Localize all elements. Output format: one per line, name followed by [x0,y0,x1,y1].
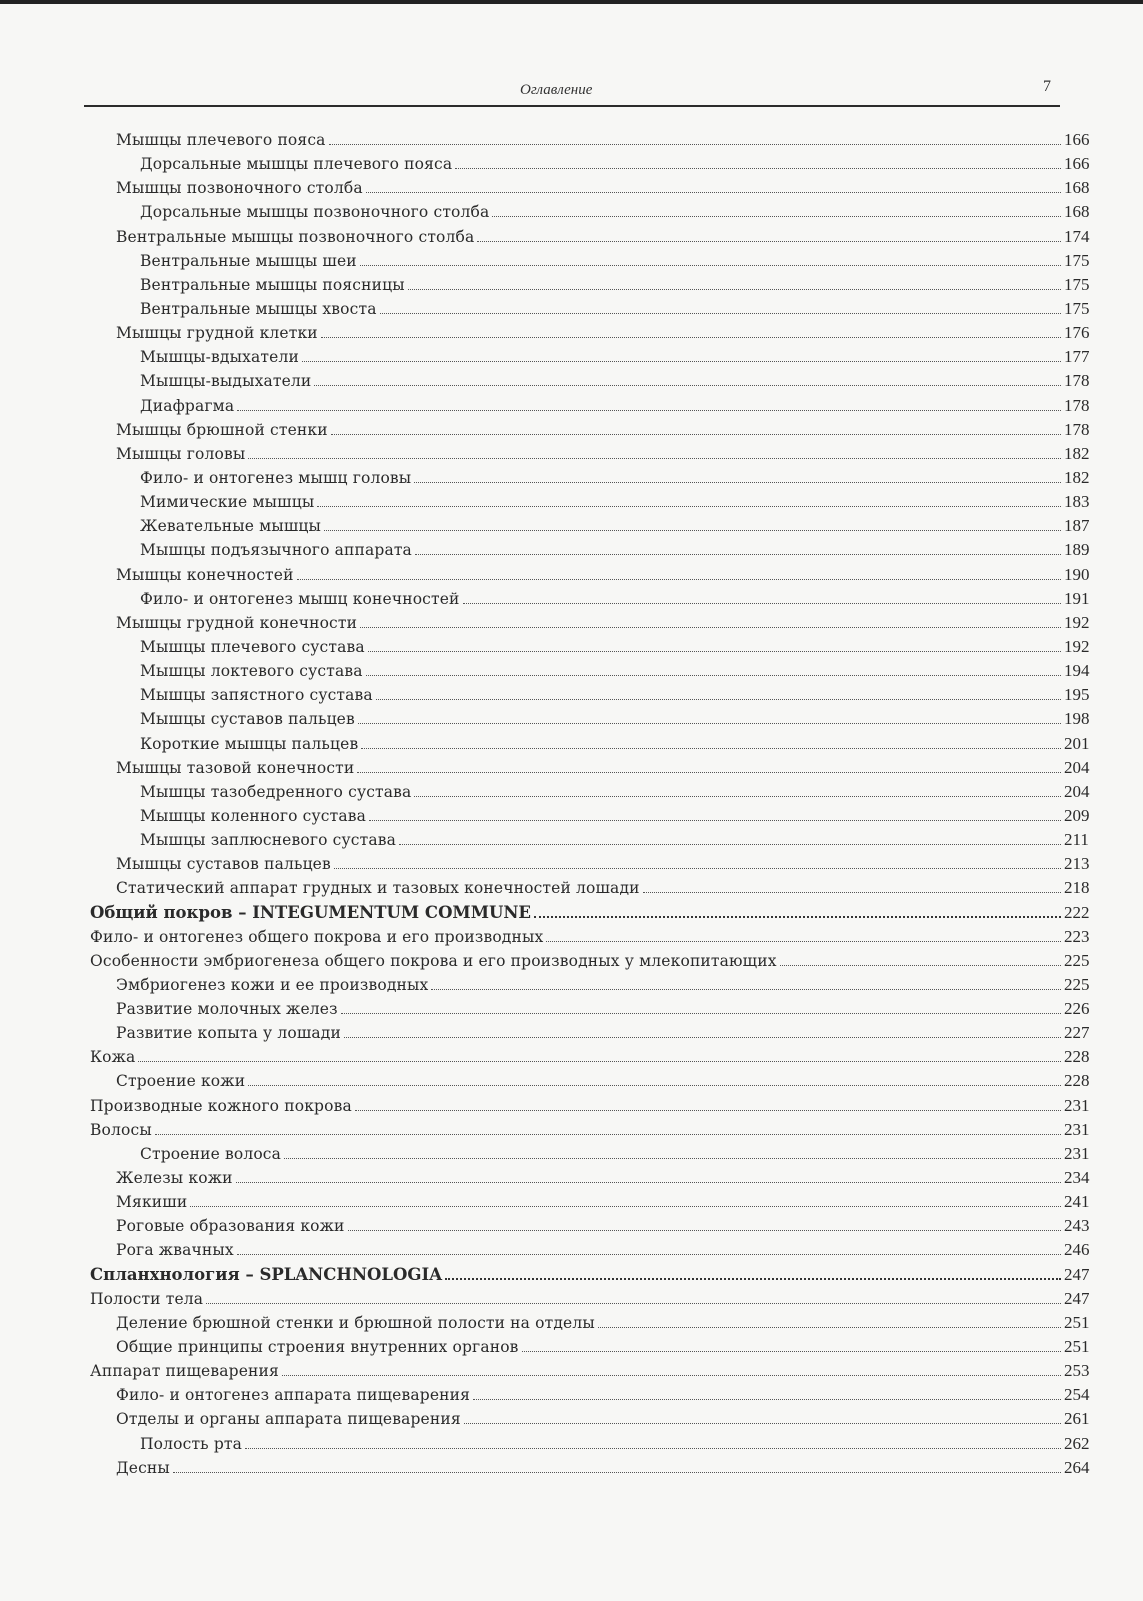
toc-entry-title: Общие принципы строения внутренних органов [116,1338,519,1357]
toc-entry-title: Мышцы-выдыхатели [140,372,312,391]
toc-dot-leader [376,698,1061,700]
toc-entry [0,514,1100,538]
toc-entry-title: Мышцы суставов пальцев [140,710,355,729]
toc-entry-title: Мышцы конечностей [116,565,294,584]
toc-entry [0,321,1100,345]
toc-dot-leader [317,505,1061,507]
toc-section-heading [0,901,1100,925]
toc-page-number: 262 [1064,1433,1090,1453]
toc-dot-leader [463,602,1061,604]
toc-page-number: 231 [1064,1119,1090,1139]
toc-page-number: 176 [1064,323,1090,343]
toc-dot-leader [236,1181,1061,1183]
toc-dot-leader [414,795,1061,797]
toc-entry [0,1335,1100,1359]
toc-entry [0,1166,1100,1190]
toc-page-number: 213 [1064,854,1090,874]
toc-page-number: 251 [1064,1312,1090,1332]
toc-page-number: 253 [1064,1361,1090,1381]
toc-dot-leader [237,409,1061,411]
toc-dot-leader [414,481,1061,483]
toc-entry-title: Вентральные мышцы поясницы [140,275,405,294]
toc-page-number: 204 [1064,757,1090,777]
toc-entry [0,973,1100,997]
toc-entry-title: Фило- и онтогенез мышц конечностей [140,589,460,608]
toc-dot-leader [155,1133,1061,1135]
toc-dot-leader [245,1447,1061,1449]
toc-dot-leader [780,964,1061,966]
toc-page-number: 227 [1064,1023,1090,1043]
toc-page-number: 246 [1064,1240,1090,1260]
toc-entry [0,128,1100,152]
toc-entry-title: Железы кожи [116,1169,233,1188]
toc-entry [0,804,1100,828]
toc-page-number: 228 [1064,1071,1090,1091]
toc-page-number: 175 [1064,250,1090,270]
toc-entry [0,1432,1100,1456]
toc-page-number: 218 [1064,878,1090,898]
toc-entry-title: Мышцы коленного сустава [140,806,366,825]
toc-dot-leader [357,771,1061,773]
toc-entry [0,997,1100,1021]
toc-entry-title: Мышцы локтевого сустава [140,662,363,681]
toc-entry-title: Фило- и онтогенез мышц головы [140,468,412,487]
toc-entry [0,394,1100,418]
toc-dot-leader [546,940,1061,942]
toc-entry [0,1383,1100,1407]
toc-page-number: 178 [1064,419,1090,439]
toc-entry [0,1311,1100,1335]
toc-entry [0,297,1100,321]
running-header-title: Оглавление [520,82,593,98]
toc-entry-title: Полости тела [90,1289,204,1308]
toc-entry-title: Фило- и онтогенез аппарата пищеварения [116,1386,471,1405]
toc-entry-title: Мышцы позвоночного столба [116,179,363,198]
toc-dot-leader [314,384,1061,386]
toc-dot-leader [355,1109,1061,1111]
toc-page-number: 247 [1064,1288,1090,1308]
toc-dot-leader [206,1302,1061,1304]
toc-page-number: 189 [1064,540,1090,560]
toc-entry [0,659,1100,683]
toc-page-number: 222 [1064,902,1090,922]
toc-entry-title: Мышцы запястного сустава [140,686,373,705]
toc-entry-title: Мышцы плечевого сустава [140,637,365,656]
toc-page-number: 231 [1064,1095,1090,1115]
toc-entry-title: Полость рта [140,1434,243,1453]
toc-page-number: 261 [1064,1409,1090,1429]
toc-page-number: 174 [1064,226,1090,246]
toc-entry-title: Мышцы-вдыхатели [140,348,299,367]
toc-entry [0,683,1100,707]
toc-dot-leader [445,1277,1061,1280]
toc-dot-leader [331,433,1061,435]
toc-dot-leader [329,143,1061,145]
toc-entry-title: Эмбриогенез кожи и ее производных [116,975,429,994]
toc-dot-leader [284,1157,1061,1159]
toc-page-number: 182 [1064,467,1090,487]
toc-dot-leader [415,553,1061,555]
toc-entry-title: Десны [116,1458,170,1477]
toc-entry-title: Мышцы тазовой конечности [116,758,355,777]
header-rule [84,105,1060,107]
toc-entry [0,200,1100,224]
toc-entry-title: Волосы [90,1120,152,1139]
toc-dot-leader [138,1060,1061,1062]
toc-entry-title: Фило- и онтогенез общего покрова и его производных [90,927,544,946]
toc-page-number: 223 [1064,926,1090,946]
toc-page-number: 254 [1064,1385,1090,1405]
toc-dot-leader [366,674,1061,676]
toc-entry-title: Мышцы суставов пальцев [116,855,331,874]
toc-entry-title: Общий покров – INTEGUMENTUM COMMUNE [90,902,532,922]
toc-entry [0,1118,1100,1142]
toc-entry-title: Особенности эмбриогенеза общего покрова и его производных у млекопитающих [90,951,777,970]
toc-page-number: 264 [1064,1457,1090,1477]
table-of-contents [0,128,1143,1480]
toc-dot-leader [522,1350,1061,1352]
toc-page-number: 175 [1064,298,1090,318]
toc-entry [0,756,1100,780]
toc-page-number: 178 [1064,395,1090,415]
toc-dot-leader [237,1253,1061,1255]
toc-dot-leader [408,288,1061,290]
toc-entry [0,707,1100,731]
toc-entry-title: Статический аппарат грудных и тазовых конечностей лошади [116,879,640,898]
toc-page-number: 234 [1064,1168,1090,1188]
toc-dot-leader [248,1084,1061,1086]
toc-dot-leader [366,191,1061,193]
toc-dot-leader [473,1398,1061,1400]
toc-entry-title: Короткие мышцы пальцев [140,734,359,753]
toc-entry-title: Роговые образования кожи [116,1217,345,1236]
toc-dot-leader [399,843,1061,845]
toc-entry [0,466,1100,490]
toc-dot-leader [598,1326,1061,1328]
toc-entry-title: Дорсальные мышцы позвоночного столба [140,203,490,222]
toc-entry-title: Развитие молочных желез [116,1000,338,1019]
toc-dot-leader [302,360,1061,362]
toc-dot-leader [455,167,1061,169]
toc-page-number: 225 [1064,974,1090,994]
toc-dot-leader [334,867,1061,869]
toc-entry-title: Мышцы тазобедренного сустава [140,782,412,801]
toc-dot-leader [348,1229,1061,1231]
toc-entry-title: Рога жвачных [116,1241,234,1260]
toc-page-number: 209 [1064,805,1090,825]
toc-entry-title: Строение кожи [116,1072,246,1091]
toc-entry-title: Мимические мышцы [140,493,315,512]
toc-page-number: 178 [1064,371,1090,391]
toc-page-number: 183 [1064,492,1090,512]
toc-entry [0,587,1100,611]
toc-page-number: 177 [1064,347,1090,367]
toc-entry [0,1190,1100,1214]
toc-dot-leader [534,915,1061,918]
toc-page-number: 175 [1064,274,1090,294]
toc-entry [0,152,1100,176]
toc-entry [0,490,1100,514]
toc-entry [0,1021,1100,1045]
toc-entry-title: Мышцы плечевого пояса [116,131,326,149]
toc-entry-title: Мякиши [116,1193,188,1212]
toc-entry [0,176,1100,200]
toc-dot-leader [173,1471,1061,1473]
toc-entry-title: Строение волоса [140,1144,282,1163]
toc-dot-leader [344,1036,1061,1038]
toc-page-number: 195 [1064,685,1090,705]
toc-entry [0,635,1100,659]
page-number: 7 [1043,78,1051,95]
toc-page-number: 166 [1064,130,1090,149]
toc-dot-leader [341,1012,1061,1014]
toc-dot-leader [643,891,1061,893]
toc-entry [0,1069,1100,1093]
toc-page-number: 241 [1064,1192,1090,1212]
toc-entry-title: Дорсальные мышцы плечевого пояса [140,155,453,174]
toc-entry-title: Кожа [90,1048,136,1067]
toc-entry-title: Мышцы грудной конечности [116,613,358,632]
toc-dot-leader [190,1205,1061,1207]
toc-dot-leader [282,1374,1061,1376]
toc-entry [0,538,1100,562]
toc-dot-leader [358,722,1061,724]
toc-page-number: 211 [1064,830,1089,850]
toc-entry-title: Мышцы головы [116,444,246,463]
toc-dot-leader [360,626,1061,628]
toc-entry [0,876,1100,900]
toc-entry [0,345,1100,369]
toc-page-number: 194 [1064,661,1090,681]
toc-entry-title: Деление брюшной стенки и брюшной полости на отделы [116,1313,595,1332]
toc-entry-title: Производные кожного покрова [90,1096,352,1115]
toc-page-number: 201 [1064,733,1090,753]
toc-dot-leader [321,336,1061,338]
toc-dot-leader [368,650,1061,652]
toc-dot-leader [361,747,1061,749]
toc-dot-leader [431,988,1061,990]
toc-page-number: 192 [1064,612,1090,632]
toc-page-number: 191 [1064,588,1090,608]
toc-entry-title: Мышцы грудной клетки [116,324,318,343]
toc-page-number: 190 [1064,564,1090,584]
toc-entry [0,1287,1100,1311]
toc-entry [0,925,1100,949]
toc-entry [0,1359,1100,1383]
toc-entry [0,418,1100,442]
toc-entry [0,1407,1100,1431]
toc-dot-leader [477,240,1061,242]
toc-page-number: 192 [1064,636,1090,656]
toc-entry [0,1214,1100,1238]
toc-dot-leader [297,578,1061,580]
toc-entry-title: Вентральные мышцы хвоста [140,299,377,318]
toc-page-number: 225 [1064,950,1090,970]
toc-dot-leader [360,264,1061,266]
toc-section-heading [0,1263,1100,1287]
toc-entry [0,369,1100,393]
toc-page-number: 251 [1064,1337,1090,1357]
toc-entry [0,852,1100,876]
toc-entry [0,780,1100,804]
toc-page-number: 228 [1064,1047,1090,1067]
toc-entry [0,273,1100,297]
toc-entry-title: Вентральные мышцы шеи [140,251,357,270]
toc-entry [0,249,1100,273]
toc-entry-title: Спланхнология – SPLANCHNOLOGIA [90,1264,443,1284]
toc-entry [0,949,1100,973]
toc-dot-leader [248,457,1061,459]
toc-page-number: 243 [1064,1216,1090,1236]
toc-entry [0,1456,1100,1480]
toc-entry-title: Развитие копыта у лошади [116,1024,341,1043]
toc-page-number: 187 [1064,516,1090,536]
toc-entry [0,1238,1100,1262]
toc-entry [0,1045,1100,1069]
toc-entry-title: Аппарат пищеварения [90,1362,279,1381]
toc-entry-title: Мышцы подъязычного аппарата [140,541,412,560]
toc-entry-title: Диафрагма [140,396,235,415]
toc-page-number: 168 [1064,202,1090,222]
toc-entry [0,828,1100,852]
toc-dot-leader [324,529,1061,531]
toc-entry-title: Мышцы брюшной стенки [116,420,328,439]
toc-entry-title: Отделы и органы аппарата пищеварения [116,1410,461,1429]
toc-entry [0,225,1100,249]
toc-entry [0,732,1100,756]
toc-entry [0,1094,1100,1118]
toc-entry [0,611,1100,635]
toc-entry [0,563,1100,587]
toc-page-number: 204 [1064,781,1090,801]
toc-page-number: 226 [1064,999,1090,1019]
page-top-edge [0,0,1143,4]
toc-entry-title: Вентральные мышцы позвоночного столба [116,227,475,246]
toc-dot-leader [380,312,1061,314]
toc-page-number: 166 [1064,154,1090,174]
toc-entry [0,442,1100,466]
toc-page-number: 168 [1064,178,1090,198]
toc-page-number: 247 [1064,1264,1090,1284]
toc-entry [0,1142,1100,1166]
toc-dot-leader [464,1422,1061,1424]
toc-entry-title: Мышцы заплюсневого сустава [140,831,397,850]
toc-page-number: 231 [1064,1143,1090,1163]
toc-page-number: 198 [1064,709,1090,729]
toc-dot-leader [369,819,1061,821]
toc-entry-title: Жевательные мышцы [140,517,322,536]
toc-dot-leader [492,215,1061,217]
toc-page-number: 182 [1064,443,1090,463]
